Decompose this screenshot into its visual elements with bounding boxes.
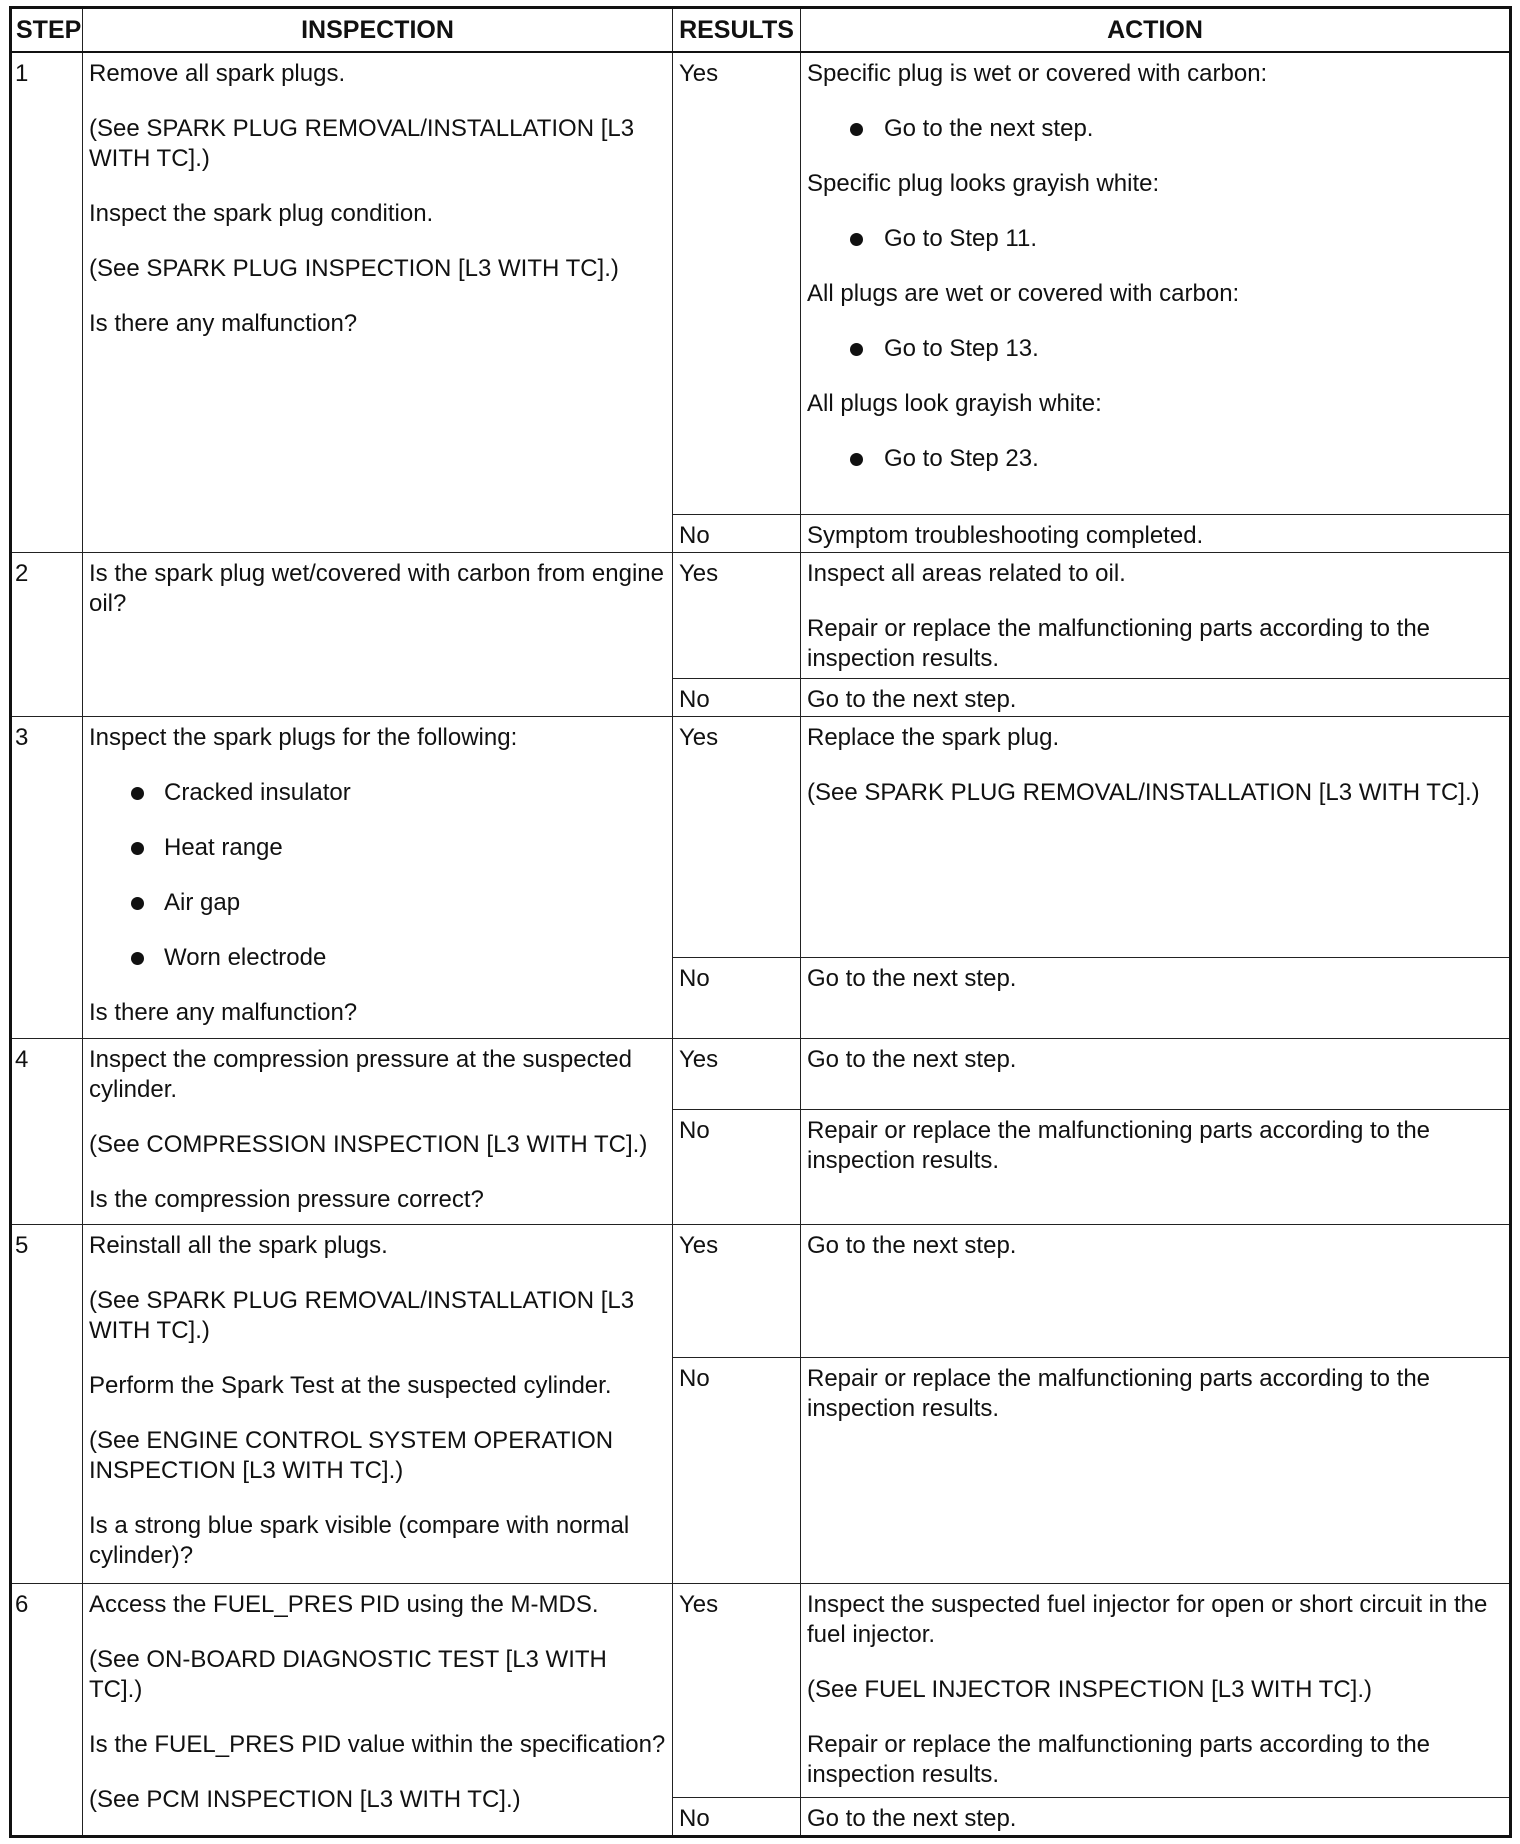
inspection-cell — [83, 717, 673, 1039]
step-3-row-yes — [11, 717, 1511, 958]
result-no: No — [673, 1358, 801, 1583]
paragraph: Reinstall all the spark plugs. — [89, 1232, 388, 1260]
paragraph: Repair or replace the malfunctioning parts according to the inspection results. — [807, 1116, 1431, 1174]
action-cell — [801, 1225, 1511, 1358]
bullet-item — [807, 114, 1503, 144]
paragraph: Specific plug is wet or covered with carbon: — [807, 60, 1268, 87]
paragraph: Symptom troubleshooting completed. — [807, 521, 1204, 549]
step-number: 6 — [11, 1583, 83, 1836]
bullet-dot-icon — [131, 897, 144, 910]
bullet-text: Worn electrode — [164, 944, 327, 972]
result-no: No — [673, 1109, 801, 1225]
paragraph: (See FUEL INJECTOR INSPECTION [L3 WITH TC].) — [807, 1675, 1372, 1703]
troubleshooting-document — [9, 6, 1509, 1838]
result-yes: Yes — [673, 1039, 801, 1109]
paragraph: Go to the next step. — [807, 965, 1017, 993]
result-no: No — [673, 678, 801, 716]
action-cell — [801, 1583, 1511, 1797]
paragraph: Is a strong blue spark visible (compare with normal cylinder)? — [89, 1512, 630, 1570]
action-cell — [801, 1797, 1511, 1836]
paragraph: (See ENGINE CONTROL SYSTEM OPERATION INSPECTION [L3 WITH TC].) — [89, 1427, 614, 1485]
paragraph: Go to the next step. — [807, 685, 1017, 713]
inspection-cell — [83, 1225, 673, 1583]
bullet-text: Go to Step 13. — [884, 335, 1039, 362]
paragraph: Is the spark plug wet/covered with carbon from engine oil? — [89, 559, 664, 617]
bullet-text: Go to the next step. — [884, 115, 1094, 142]
action-cell — [801, 1039, 1511, 1109]
bullet-item — [89, 778, 666, 808]
paragraph: Inspect the spark plug condition. — [89, 200, 434, 227]
bullet-item — [89, 888, 666, 918]
result-no: No — [673, 514, 801, 552]
result-yes: Yes — [673, 1225, 801, 1358]
paragraph: (See PCM INSPECTION [L3 WITH TC].) — [89, 1785, 521, 1813]
paragraph: Perform the Spark Test at the suspected cylinder. — [89, 1372, 612, 1400]
step-2-row-yes — [11, 552, 1511, 678]
result-yes: Yes — [673, 1583, 801, 1797]
action-cell — [801, 552, 1511, 678]
paragraph: Repair or replace the malfunctioning parts according to the inspection results. — [807, 1730, 1431, 1788]
bullet-dot-icon — [850, 343, 863, 356]
bullet-item — [89, 943, 666, 973]
bullet-dot-icon — [131, 842, 144, 855]
bullet-text: Go to Step 11. — [884, 225, 1037, 252]
bullet-text: Go to Step 23. — [884, 445, 1039, 472]
bullet-list — [807, 334, 1503, 364]
paragraph: Specific plug looks grayish white: — [807, 170, 1160, 197]
table-body — [11, 52, 1511, 1837]
header-inspection: INSPECTION — [83, 8, 673, 53]
step-number: 5 — [11, 1225, 83, 1583]
paragraph: Remove all spark plugs. — [89, 60, 346, 87]
paragraph: Go to the next step. — [807, 1804, 1017, 1832]
inspection-cell — [83, 1583, 673, 1836]
step-1-row-yes — [11, 52, 1511, 514]
bullet-dot-icon — [850, 233, 863, 246]
bullet-item — [89, 833, 666, 863]
step-5-row-yes — [11, 1225, 1511, 1358]
paragraph: Go to the next step. — [807, 1232, 1017, 1260]
inspection-cell — [83, 1039, 673, 1225]
paragraph: Is there any malfunction? — [89, 310, 358, 337]
paragraph: Replace the spark plug. — [807, 724, 1060, 752]
header-results: RESULTS — [673, 8, 801, 53]
header-action: ACTION — [801, 8, 1511, 53]
paragraph: Is there any malfunction? — [89, 999, 358, 1027]
inspection-cell — [83, 552, 673, 716]
step-number: 1 — [11, 52, 83, 552]
paragraph: All plugs look grayish white: — [807, 390, 1102, 417]
paragraph: (See COMPRESSION INSPECTION [L3 WITH TC].) — [89, 1131, 648, 1159]
step-6-row-yes — [11, 1583, 1511, 1797]
action-cell — [801, 1109, 1511, 1225]
action-cell — [801, 678, 1511, 716]
bullet-list — [807, 444, 1503, 474]
step-number: 3 — [11, 717, 83, 1039]
bullet-text: Heat range — [164, 834, 283, 862]
paragraph: All plugs are wet or covered with carbon: — [807, 280, 1240, 307]
paragraph: (See SPARK PLUG REMOVAL/INSTALLATION [L3 WITH TC].) — [89, 1287, 635, 1345]
paragraph: Inspect the compression pressure at the suspected cylinder. — [89, 1046, 632, 1104]
result-no: No — [673, 958, 801, 1039]
paragraph: Repair or replace the malfunctioning parts according to the inspection results. — [807, 614, 1431, 672]
paragraph: Inspect the spark plugs for the following: — [89, 724, 518, 752]
header-step: STEP — [11, 8, 83, 53]
bullet-list — [89, 778, 666, 973]
paragraph: Is the compression pressure correct? — [89, 1186, 484, 1214]
action-cell — [801, 958, 1511, 1039]
bullet-list — [807, 114, 1503, 144]
step-number: 2 — [11, 552, 83, 716]
paragraph: (See SPARK PLUG REMOVAL/INSTALLATION [L3 WITH TC].) — [89, 115, 635, 172]
paragraph: Inspect the suspected fuel injector for open or short circuit in the fuel injector. — [807, 1590, 1488, 1648]
result-yes: Yes — [673, 52, 801, 514]
bullet-text: Cracked insulator — [164, 779, 351, 807]
action-cell — [801, 52, 1511, 514]
result-yes: Yes — [673, 717, 801, 958]
paragraph: (See SPARK PLUG INSPECTION [L3 WITH TC].) — [89, 255, 619, 282]
result-yes: Yes — [673, 552, 801, 678]
bullet-item — [807, 334, 1503, 364]
paragraph: Inspect all areas related to oil. — [807, 559, 1126, 587]
bullet-list — [807, 224, 1503, 254]
paragraph: Go to the next step. — [807, 1046, 1017, 1074]
action-cell — [801, 717, 1511, 958]
bullet-text: Air gap — [164, 889, 241, 917]
paragraph: Is the FUEL_PRES PID value within the specification? — [89, 1730, 666, 1758]
paragraph: Repair or replace the malfunctioning parts according to the inspection results. — [807, 1365, 1431, 1423]
paragraph: (See SPARK PLUG REMOVAL/INSTALLATION [L3 WITH TC].) — [807, 779, 1480, 807]
step-4-row-yes — [11, 1039, 1511, 1109]
bullet-dot-icon — [850, 123, 863, 136]
bullet-dot-icon — [850, 453, 863, 466]
troubleshooting-table — [9, 6, 1512, 1838]
paragraph: (See ON-BOARD DIAGNOSTIC TEST [L3 WITH TC].) — [89, 1645, 607, 1703]
bullet-item — [807, 224, 1503, 254]
step-number: 4 — [11, 1039, 83, 1225]
paragraph: Access the FUEL_PRES PID using the M-MDS. — [89, 1590, 599, 1618]
bullet-dot-icon — [131, 952, 144, 965]
action-cell — [801, 1358, 1511, 1583]
bullet-item — [807, 444, 1503, 474]
result-no: No — [673, 1797, 801, 1836]
action-cell — [801, 514, 1511, 552]
inspection-cell — [83, 52, 673, 552]
header-row — [11, 8, 1511, 53]
bullet-dot-icon — [131, 787, 144, 800]
